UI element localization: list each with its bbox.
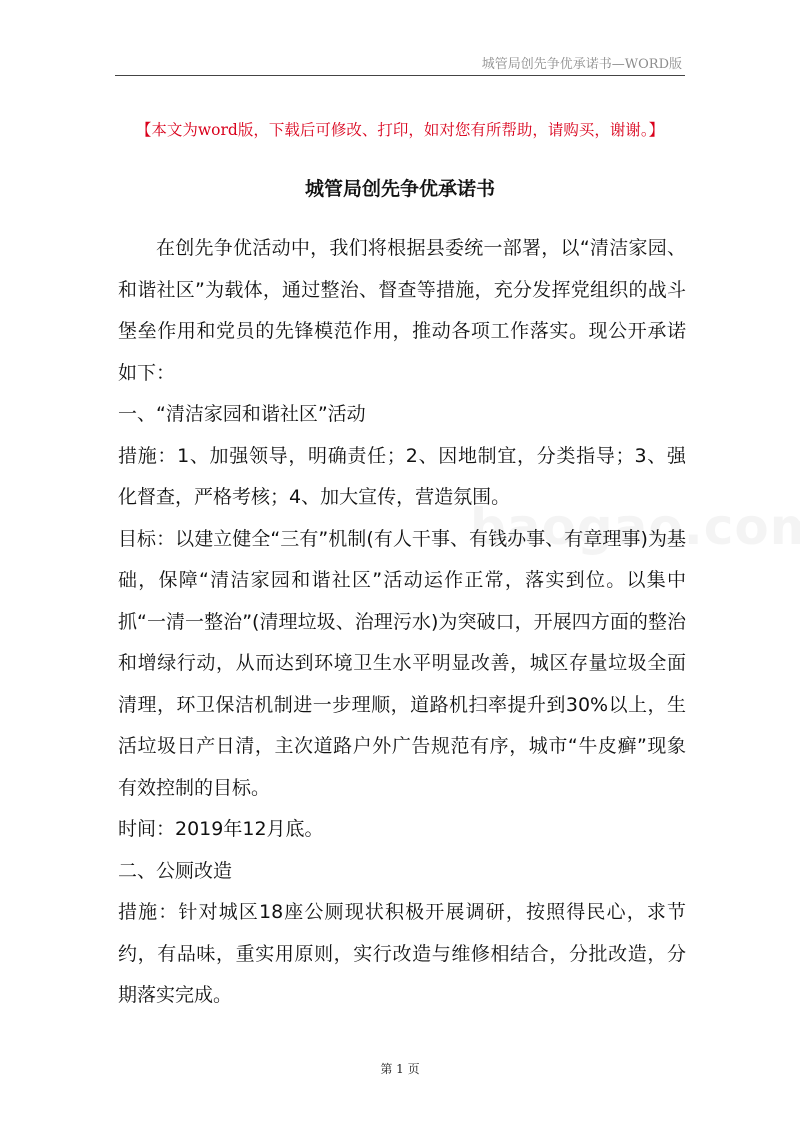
section-heading-1: 一、“清洁家园和谐社区”活动 bbox=[118, 403, 366, 425]
document-body bbox=[118, 228, 686, 1017]
paragraph-measures-2: 措施：针对城区18座公厕现状积极开展调研，按照得民心，求节约，有品味，重实用原则，实行改造与维修相结合，分批改造，分期落实完成。 bbox=[118, 901, 686, 1006]
purchase-notice: 【本文为word版，下载后可修改、打印，如对您有所帮助，请购买，谢谢。】 bbox=[135, 121, 665, 139]
paragraph-measures-1: 措施：1、加强领导，明确责任；2、因地制宜，分类指导；3、强化督查，严格考核；4、加大宣传，营造氛围。 bbox=[118, 444, 686, 508]
header-divider bbox=[115, 75, 685, 76]
running-header-title: 城管局创先争优承诺书—WORD版 bbox=[481, 57, 682, 72]
paragraph-intro: 在创先争优活动中，我们将根据县委统一部署，以“清洁家园、和谐社区”为载体，通过整治、督查等措施，充分发挥党组织的战斗堡垒作用和党员的先锋模范作用，推动各项工作落实。现公开承诺如下： bbox=[118, 237, 686, 384]
paragraph-time-1: 时间：2019年12月底。 bbox=[118, 818, 324, 840]
section-heading-2: 二、公厕改造 bbox=[118, 859, 233, 882]
document-title: 城管局创先争优承诺书 bbox=[304, 178, 495, 200]
page-number: 第 1 页 bbox=[380, 1062, 420, 1076]
paragraph-goals-1: 目标：以建立健全“三有”机制(有人干事、有钱办事、有章理事)为基础，保障“清洁家园和谐社区”活动运作正常，落实到位。以集中抓“一清一整治”(清理垃圾、治理污水)为突破口，开展四方面的整治和增绿行动，从而达到环境卫生水平明显改善，城区存量垃圾全面清理，环卫保洁机制进一步理顺，道路机扫率提升到30%以上，生活垃圾日产日清，主次道路户外广告规范有序，城市“牛皮癣”现象有效控制的目标。 bbox=[118, 527, 686, 799]
